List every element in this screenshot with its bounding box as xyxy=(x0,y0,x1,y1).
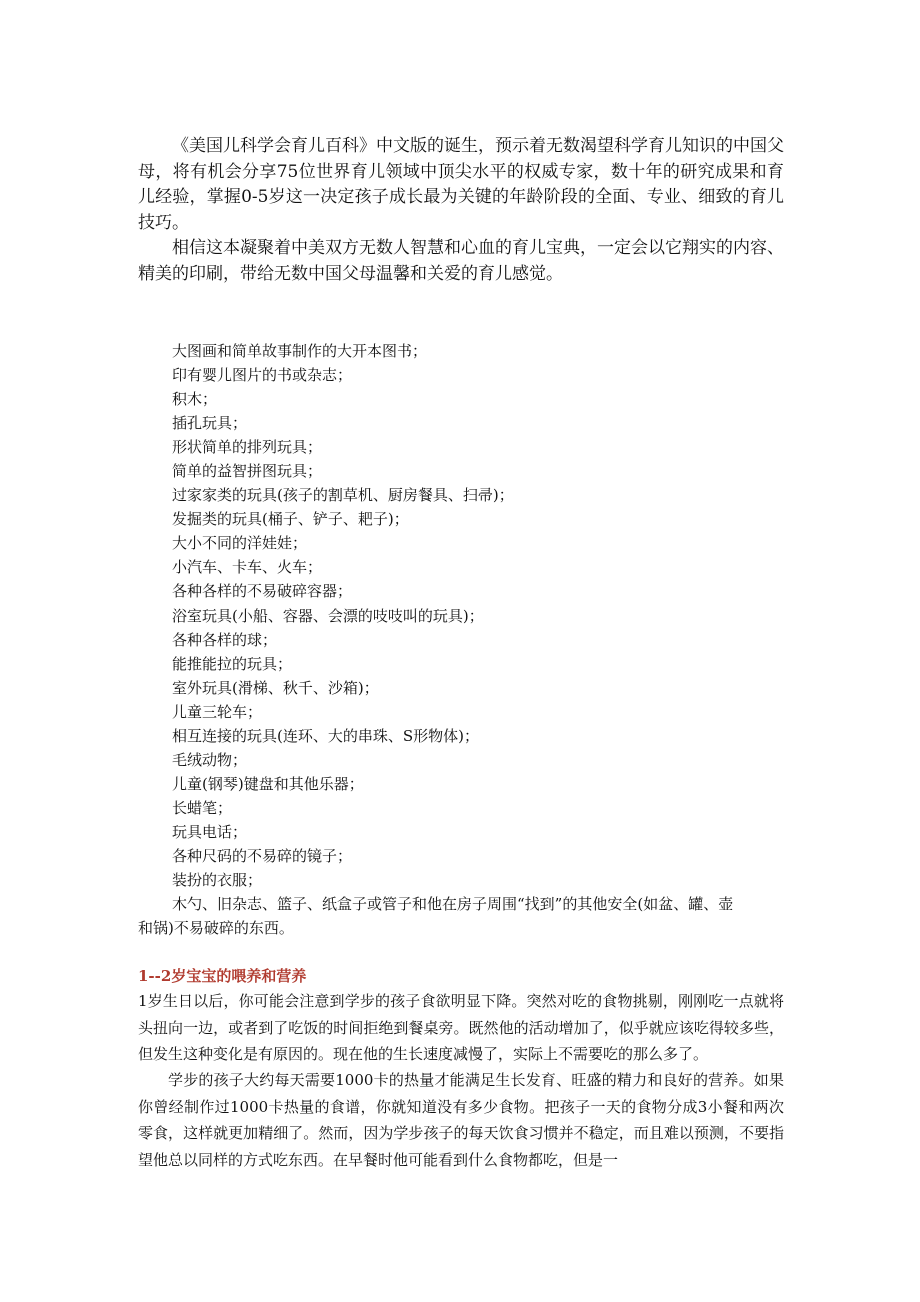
list-item: 毛绒动物； xyxy=(172,750,248,769)
list-item-last: 木勺、旧杂志、篮子、纸盒子或管子和他在房子周围“找到”的其他安全(如盆、罐、壶 xyxy=(172,895,734,914)
body-paragraph: 学步的孩子大约每天需要1000卡的热量才能满足生长发育、旺盛的精力和良好的营养。如果你曾经制作过1000卡热量的食谱，你就知道没有多少食物。把孩子一天的食物分成3小餐和两次零食，这样就更加精细了。然而，因为学步孩子的每天饮食习惯并不稳定，而且难以预测，不要指望他总以同样的方式吃东西。在早餐时他可能看到什么食物都吃，但是一 xyxy=(138,1071,784,1169)
list-item: 小汽车、卡车、火车； xyxy=(172,558,323,577)
list-item: 室外玩具(滑梯、秋千、沙箱)； xyxy=(172,678,379,697)
list-item: 长蜡笔； xyxy=(172,798,233,817)
list-item: 装扮的衣服； xyxy=(172,871,263,890)
list-item: 各种各样的球； xyxy=(172,630,278,649)
list-item: 简单的益智拼图玩具； xyxy=(172,462,323,481)
list-item: 浴室玩具(小船、容器、会漂的吱吱叫的玩具)； xyxy=(172,606,484,625)
intro-section xyxy=(138,134,784,287)
toy-list xyxy=(138,339,784,916)
list-item: 儿童三轮车； xyxy=(172,702,263,721)
section-heading: 1--2岁宝宝的喂养和营养 xyxy=(138,967,307,986)
list-item: 过家家类的玩具(孩子的割草机、厨房餐具、扫帚)； xyxy=(172,486,514,505)
list-item: 各种尺码的不易碎的镜子； xyxy=(172,846,353,865)
intro-paragraph: 《美国儿科学会育儿百科》中文版的诞生，预示着无数渴望科学育儿知识的中国父母，将有机会分享75位世界育儿领域中顶尖水平的权威专家，数十年的研究成果和育儿经验，掌握0-5岁这一决定孩子成长最为关键的年龄阶段的全面、专业、细致的育儿技巧。 xyxy=(138,136,784,233)
list-item: 能推能拉的玩具； xyxy=(172,654,293,673)
list-item: 大小不同的洋娃娃； xyxy=(172,534,308,553)
list-item-continuation: 和锅)不易破碎的东西。 xyxy=(138,919,294,938)
list-item: 大图画和简单故事制作的大开本图书； xyxy=(172,342,428,360)
body-paragraph: 1岁生日以后，你可能会注意到学步的孩子食欲明显下降。突然对吃的食物挑剔，刚刚吃一点就将头扭向一边，或者到了吃饭的时间拒绝到餐桌旁。既然他的活动增加了，似乎就应该吃得较多些，但发生这种变化是有原因的。现在他的生长速度减慢了，实际上不需要吃的那么多了。 xyxy=(138,992,784,1063)
document-page xyxy=(138,134,784,1173)
list-item: 各种各样的不易破碎容器； xyxy=(172,582,353,601)
list-item: 相互连接的玩具(连环、大的串珠、S形物体)； xyxy=(172,726,479,745)
list-item: 插孔玩具； xyxy=(172,414,248,433)
section-body xyxy=(138,988,784,1173)
list-item: 印有婴儿图片的书或杂志； xyxy=(172,366,353,385)
list-item: 积木； xyxy=(172,390,218,409)
list-item: 儿童(钢琴)键盘和其他乐器； xyxy=(172,774,364,793)
list-item: 发掘类的玩具(桶子、铲子、耙子)； xyxy=(172,510,409,529)
list-item: 形状简单的排列玩具； xyxy=(172,438,323,457)
list-item: 玩具电话； xyxy=(172,822,248,841)
intro-paragraph: 相信这本凝聚着中美双方无数人智慧和心血的育儿宝典，一定会以它翔实的内容、精美的印刷，带给无数中国父母温馨和关爱的育儿感觉。 xyxy=(138,238,784,284)
